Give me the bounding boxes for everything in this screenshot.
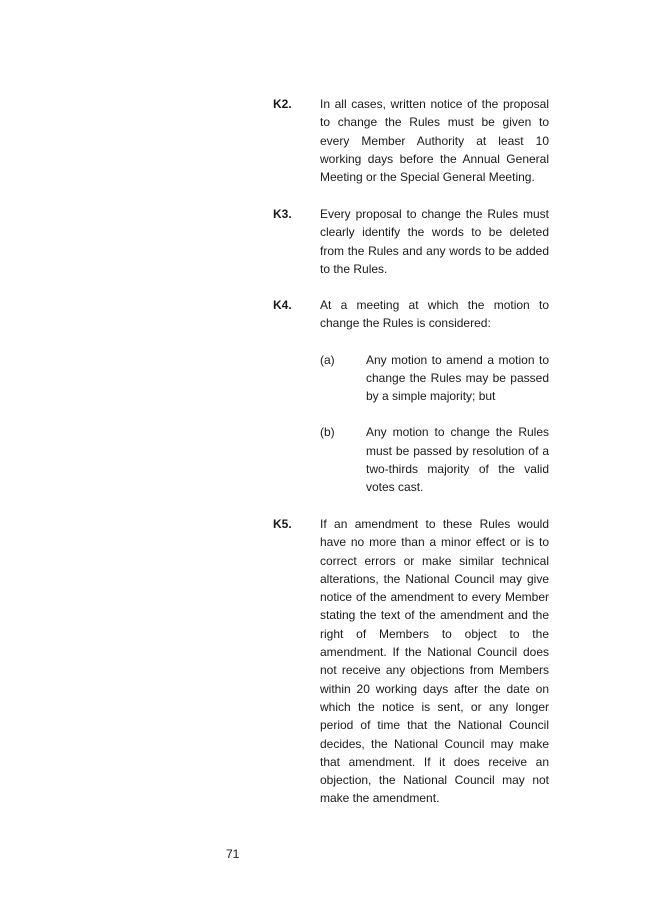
subclause-label: (a) [320,352,335,367]
subclause-text: Any motion to amend a motion to change the Rules may be passed by a simple majority; but [366,352,549,404]
clause-number: K2. [273,97,292,111]
clause-k2 [273,95,549,186]
clause-number: K3. [273,207,292,221]
page-number: 71 [226,847,240,861]
clause-number: K5. [273,517,292,531]
clause-number: K4. [273,298,292,312]
clause-body [320,95,549,186]
subclause-label: (b) [320,425,335,440]
clause-text: If an amendment to these Rules would have no more than a minor effect or is to correct errors or make similar technical alterations, the National Council may give notice of the amendment to every Member stating the text of the amendment and the right of Members to object to the amendment. If the National Council does not receive any objections from Members within 20 working days after the date on which the notice is sent, or any longer period of time that the National Council decides, the National Council may make that amendment. If it does receive an objection, the National Council may not make the amendment. [320,517,549,806]
clause-body [320,515,549,808]
clause-k4 [273,296,549,497]
clause-body [320,296,549,497]
clause-text: In all cases, written notice of the proposal to change the Rules must be given to every Member Authority at least 10 working days before the Annual General Meeting or the Special General Meeting. [320,97,549,185]
subclause-text: Any motion to change the Rules must be passed by resolution of a two-thirds majority of the valid votes cast. [366,425,549,495]
clause-text: Every proposal to change the Rules must clearly identify the words to be deleted from the Rules and any words to be added to the Rules. [320,207,549,276]
clause-body [320,205,549,278]
subclause-b [320,423,549,496]
clause-k3 [273,205,549,278]
clause-text: At a meeting at which the motion to change the Rules is considered: [320,298,549,331]
clause-k5 [273,515,549,808]
subclause-a [320,351,549,406]
